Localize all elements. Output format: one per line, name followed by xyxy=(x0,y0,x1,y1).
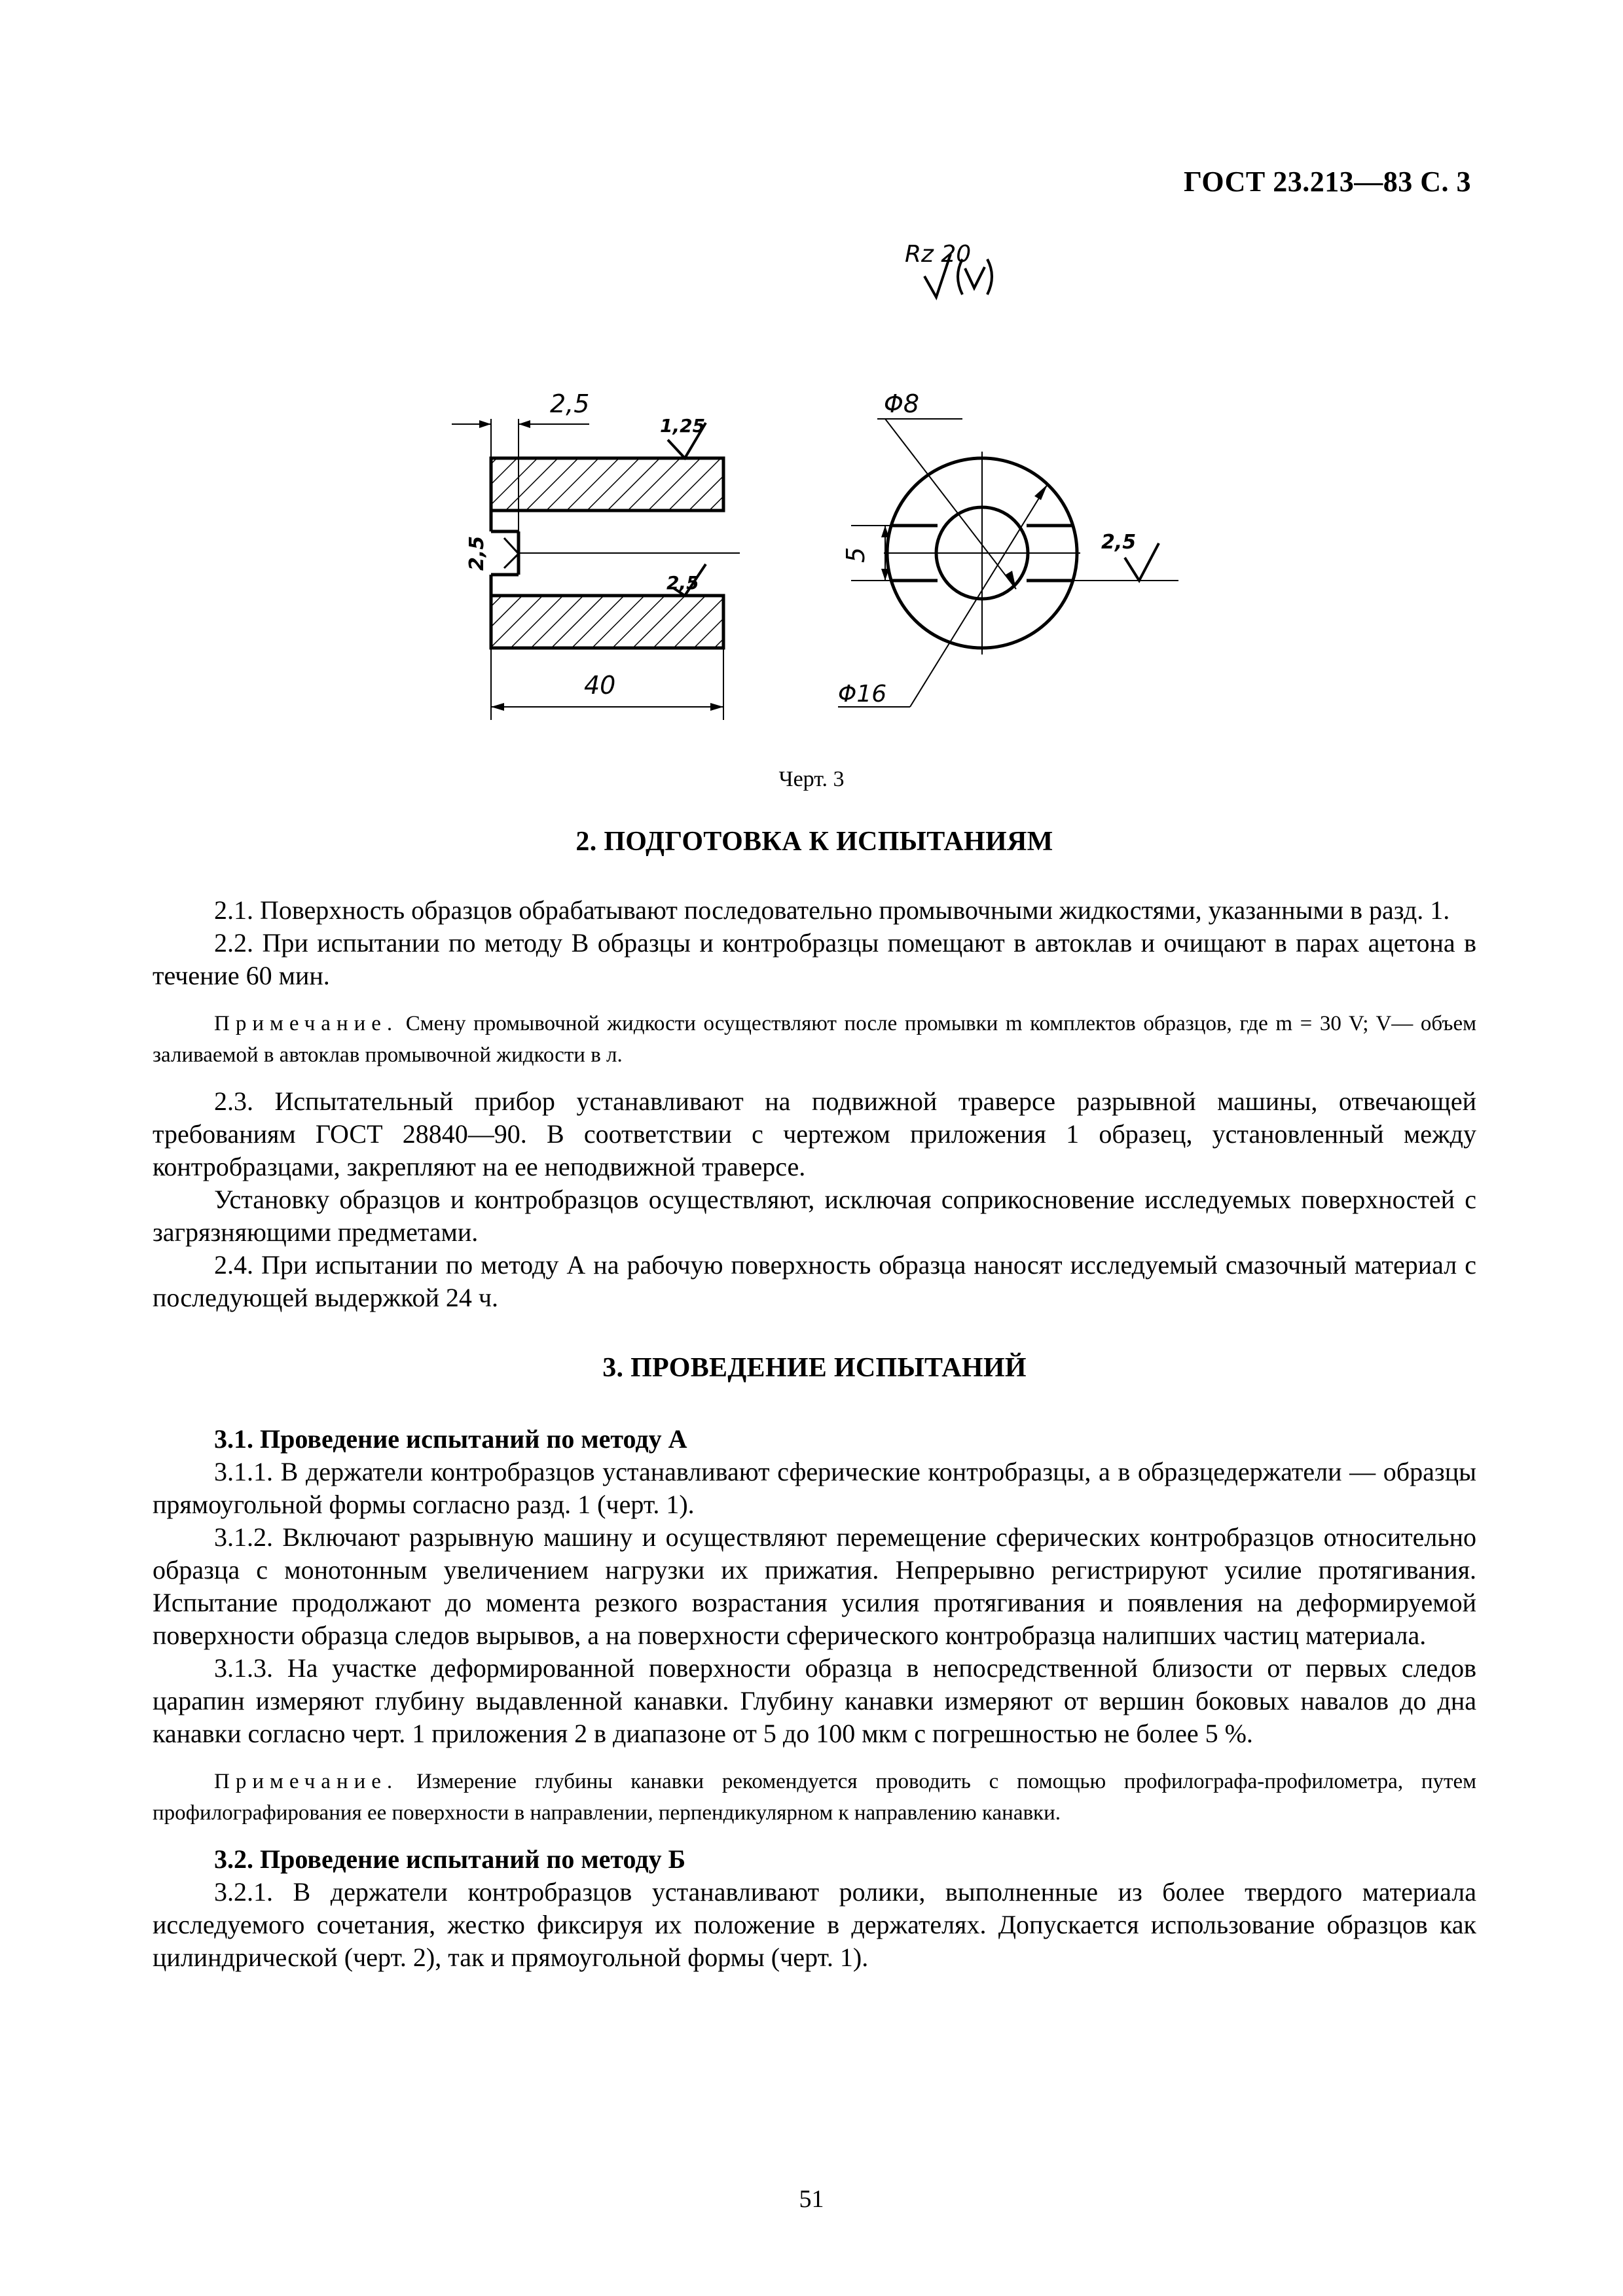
paragraph-3-2-1: 3.2.1. В держатели контробразцов устанавливают ролики, выполненные из более твердого материала исследуемого сочетания, жестко фиксируя их положение в держателях. Допускается использование образцов как цилиндрической (черт. 2), так и прямоугольной формы (черт. 1). xyxy=(153,1877,1476,1972)
subsection-3-2-title: 3.2. Проведение испытаний по методу Б xyxy=(214,1844,686,1874)
note-2 xyxy=(153,1008,1476,1071)
paragraph-2-4: 2.4. При испытании по методу А на рабочую поверхность образца наносят исследуемый смазочный материал с последующей выдержкой 24 ч. xyxy=(153,1250,1476,1312)
roughness-right-value: 2,5 xyxy=(1101,531,1137,554)
paragraph-2-3b: Установку образцов и контробразцов осуществляют, исключая соприкосновение исследуемых поверхностей с загрязняющими предметами. xyxy=(153,1185,1476,1247)
dim-inner-diameter: Φ8 xyxy=(884,389,920,418)
paragraph-3-1-2: 3.1.2. Включают разрывную машину и осуществляют перемещение сферических контробразцов относительно образца с монотонным увеличением нагрузки их прижатия. Непрерывно регистрируют усилие протягивания. Испытание продолжают до момента резкого возрастания усилия протягивания и появления на деформируемой поверхности образца следов вырывов, а на поверхности сферического контробразца налипших частиц материала. xyxy=(153,1522,1476,1650)
roughness-label: Rz 20 xyxy=(905,241,972,268)
note-label: Примечание. xyxy=(214,1770,399,1793)
technical-drawing xyxy=(393,236,1244,772)
sectional-view xyxy=(452,389,740,720)
section-3-title: 3. ПРОВЕДЕНИЕ ИСПЫТАНИЙ xyxy=(602,1353,1027,1383)
upper-hatched-wall xyxy=(491,458,723,511)
end-view xyxy=(838,389,1178,708)
note-text: Измерение глубины канавки рекомендуется проводить с помощью профилографа-профилометра, путем профилографирования ее поверхности в направлении, перпендикулярном к направлению канавки. xyxy=(153,1770,1476,1825)
roughness-inner-value: 2,5 xyxy=(666,572,699,594)
paragraph-2-3: 2.3. Испытательный прибор устанавливают на подвижной траверсе разрывной машины, отвечающей требованиям ГОСТ 28840—90. В соответствии с чертежом приложения 1 образец, установленный между контробразцами, закрепляют на ее неподвижной траверсе. xyxy=(153,1086,1476,1181)
roughness-symbol-general xyxy=(905,241,992,297)
paragraph-2-1: 2.1. Поверхность образцов обрабатывают последовательно промывочными жидкостями, указанными в разд. 1. xyxy=(214,895,1450,925)
paragraph-3-1-1: 3.1.1. В держатели контробразцов устанавливают сферические контробразцы, а в образцедержатели — образцы прямоугольной формы согласно разд. 1 (черт. 1). xyxy=(153,1457,1476,1519)
subsection-3-1-title: 3.1. Проведение испытаний по методу А xyxy=(214,1424,687,1454)
dim-top-width: 2,5 xyxy=(550,389,590,418)
lower-hatched-wall xyxy=(491,596,723,648)
dim-slot-width: 5 xyxy=(841,547,870,563)
note-3 xyxy=(153,1766,1476,1829)
section-2-title: 2. ПОДГОТОВКА К ИСПЫТАНИЯМ xyxy=(575,827,1053,857)
dim-outer-diameter: Φ16 xyxy=(838,681,887,708)
roughness-top-value: 1,25 xyxy=(660,415,706,437)
note-label: Примечание. xyxy=(214,1012,399,1035)
dim-length: 40 xyxy=(584,671,616,700)
paragraph-2-2: 2.2. При испытании по методу В образцы и контробразцы помещают в автоклав и очищают в парах ацетона в течение 60 мин. xyxy=(153,928,1476,990)
document-body xyxy=(153,826,1476,1974)
figure-caption: Черт. 3 xyxy=(778,767,845,791)
note-text: Смену промывочной жидкости осуществляют после промывки m комплектов образцов, где m = 30 V; V— объем заливаемой в автоклав промывочной жидкости в л. xyxy=(153,1012,1476,1067)
page-header: ГОСТ 23.213—83 С. 3 xyxy=(1183,166,1471,198)
paragraph-3-1-3: 3.1.3. На участке деформированной поверхности образца в непосредственной близости от первых следов царапин измеряют глубину выдавленной канавки. Глубину канавки измеряют от вершин боковых навалов до дна канавки согласно черт. 1 приложения 2 в диапазоне от 5 до 100 мкм с погрешностью не более 5 %. xyxy=(153,1653,1476,1748)
page-number: 51 xyxy=(799,2185,824,2213)
drawing-svg xyxy=(393,236,1244,772)
dim-left-height: 2,5 xyxy=(465,535,488,571)
